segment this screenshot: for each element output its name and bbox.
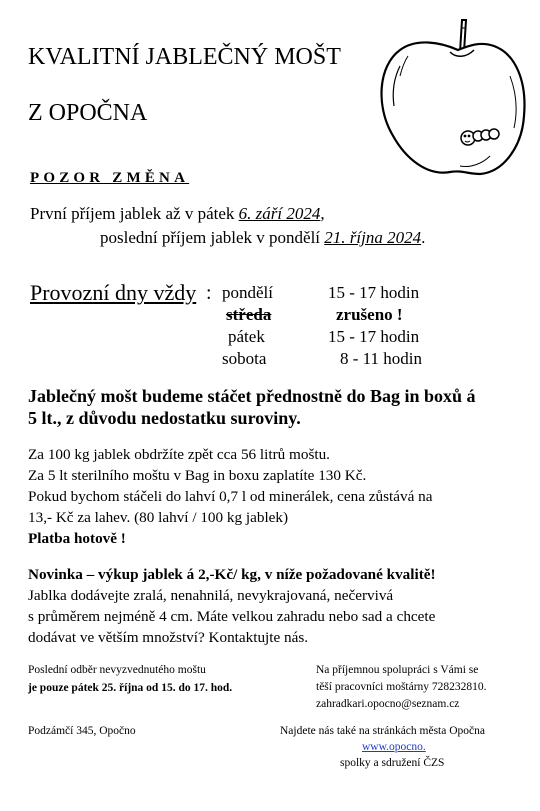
schedule-day-wednesday: středa xyxy=(226,305,272,324)
schedule-colon: : xyxy=(206,282,212,304)
announcement-line-1: Jablečný mošt budeme stáčet přednostně do Bag in boxů á xyxy=(28,386,476,406)
info-line-4: 13,- Kč za lahev. (80 lahví / 100 kg jablek) xyxy=(28,509,289,526)
novinka-heading: Novinka – výkup jablek á 2,-Kč/ kg, v níže požadované kvalitě! xyxy=(28,566,436,583)
first-intake-line: První příjem jablek až v pátek 6. září 2024, xyxy=(30,204,325,223)
contact-line-2: těší pracovníci moštárny 728232810. xyxy=(316,681,487,693)
schedule-hours-wednesday: zrušeno ! xyxy=(336,305,403,324)
payment-note: Platba hotově ! xyxy=(28,530,126,547)
pickup-note-line-2: je pouze pátek 25. října od 15. do 17. hod. xyxy=(28,682,233,694)
schedule-day-monday: pondělí xyxy=(222,283,273,302)
page-title: KVALITNÍ JABLEČNÝ MOŠT xyxy=(28,44,341,70)
info-line-1: Za 100 kg jablek obdržíte zpět cca 56 litrů moštu. xyxy=(28,446,330,463)
change-notice-heading: POZOR ZMĚNA xyxy=(30,170,190,186)
schedule-day-saturday: sobota xyxy=(222,349,267,368)
info-line-3: Pokud bychom stáčeli do lahví 0,7 l od minerálek, cena zůstává na xyxy=(28,488,433,505)
schedule-day-friday: pátek xyxy=(228,327,265,346)
web-note-line-1: Najdete nás také na stránkách města Opočna xyxy=(280,725,485,737)
first-intake-date: 6. září 2024 xyxy=(238,204,321,223)
schedule-hours-friday: 15 - 17 hodin xyxy=(328,327,420,346)
novinka-line-2: s průměrem nejméně 4 cm. Máte velkou zahradu nebo sad a chcete xyxy=(28,608,436,625)
contact-line-1: Na příjemnou spolupráci s Vámi se xyxy=(316,664,479,676)
last-intake-line: poslední příjem jablek v pondělí 21. října 2024. xyxy=(100,228,426,247)
address: Podzámčí 345, Opočno xyxy=(28,725,136,737)
schedule-label: Provozní dny vždy xyxy=(30,280,197,305)
announcement-line-2: 5 lt., z důvodu nedostatku suroviny. xyxy=(28,408,301,428)
web-note-line-3: spolky a sdružení ČZS xyxy=(340,757,445,769)
pickup-note-line-1: Poslední odběr nevyzvednutého moštu xyxy=(28,664,206,676)
novinka-line-3: dodávat ve větším množství? Kontaktujte nás. xyxy=(28,629,309,646)
novinka-line-1: Jablka dodávejte zralá, nenahnilá, nevykrajovaná, nečervivá xyxy=(28,587,394,604)
schedule-hours-monday: 15 - 17 hodin xyxy=(328,283,420,302)
apple-with-worm-illustration xyxy=(370,6,530,186)
last-intake-date: 21. října 2024 xyxy=(324,228,422,247)
schedule-hours-saturday: 8 - 11 hodin xyxy=(340,349,423,368)
page-subtitle: Z OPOČNA xyxy=(28,100,148,126)
contact-email[interactable]: zahradkari.opocno@seznam.cz xyxy=(316,698,460,710)
web-link[interactable]: www.opocno. xyxy=(362,741,426,753)
info-line-2: Za 5 lt sterilního moštu v Bag in boxu zaplatíte 130 Kč. xyxy=(28,467,367,484)
